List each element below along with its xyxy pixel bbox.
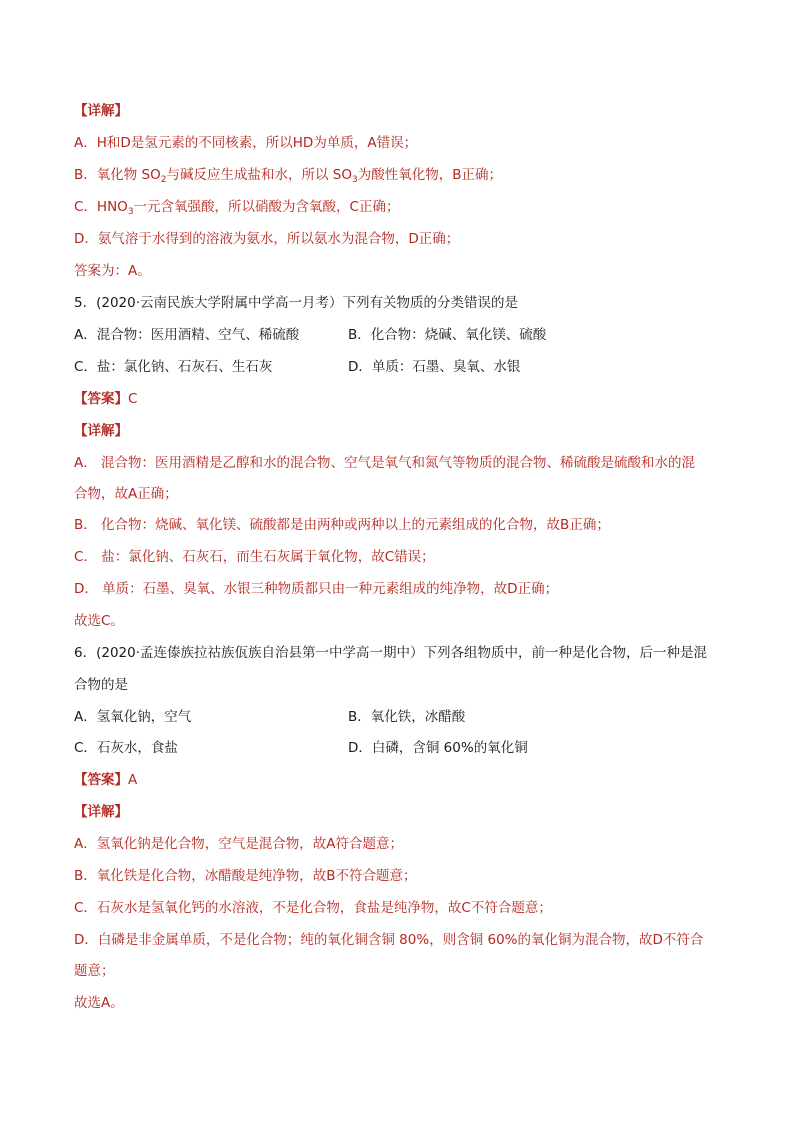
explanation-line-c: C．$HNO_3$一元含氧强酸，所以硝酸为含氧酸，C正确； — [74, 199, 400, 217]
question-6-detail-b: B．氧化铁是化合物，冰醋酸是纯净物，故B不符合题意； — [74, 868, 417, 884]
question-5-detail-a-cont: 合物，故A正确； — [74, 486, 178, 502]
question-6-detail-header: 【详解】 — [74, 804, 128, 820]
question-6-option-d: D．白磷，含铜 60%的氧化铜 — [348, 740, 528, 756]
question-5-detail-d: D． 单质：石墨、臭氧、水银三种物质都只由一种元素组成的纯净物，故D正确； — [74, 581, 559, 597]
question-6-option-c: C．石灰水，食盐 — [74, 740, 178, 756]
question-6-detail-d: D．白磷是非金属单质，不是化合物；纯的氧化铜含铜 80%，则含铜 60%的氧化铜为混合物，故D不符合 — [74, 932, 704, 948]
question-5-conclusion: 故选C。 — [74, 613, 124, 629]
explanation-line-b: B．氧化物 $SO_2$与碱反应生成盐和水，所以 $SO_3$为酸性氧化物，B正确； — [74, 167, 502, 185]
question-5-option-b: B．化合物：烧碱、氧化镁、硫酸 — [348, 327, 547, 343]
question-6-detail-a: A．氢氧化钠是化合物，空气是混合物，故A符合题意； — [74, 836, 403, 852]
question-5-detail-b: B． 化合物：烧碱、氧化镁、硫酸都是由两种或两种以上的元素组成的化合物，故B正确； — [74, 517, 610, 533]
question-5-stem: 5．(2020·云南民族大学附属中学高一月考）下列有关物质的分类错误的是 — [74, 295, 519, 311]
question-6-detail-c: C．石灰水是氢氧化钙的水溶液，不是化合物，食盐是纯净物，故C不符合题意； — [74, 900, 552, 916]
explanation-line-a: A．H和D是氢元素的不同核素，所以HD为单质，A错误； — [74, 135, 418, 151]
question-5-option-a: A．混合物：医用酒精、空气、稀硫酸 — [74, 327, 300, 343]
question-5-detail-header: 【详解】 — [74, 423, 128, 439]
explanation-line-d: D．氨气溶于水得到的溶液为氨水，所以氨水为混合物，D正确； — [74, 231, 460, 247]
question-6-conclusion: 故选A。 — [74, 995, 124, 1011]
question-6-stem-cont: 合物的是 — [74, 677, 128, 693]
question-5-detail-a: A． 混合物：医用酒精是乙醇和水的混合物、空气是氧气和氮气等物质的混合物、稀硫酸是硫酸和水的混 — [74, 455, 696, 471]
question-5-option-d: D．单质：石墨、臭氧、水银 — [348, 359, 521, 375]
question-5-detail-c: C． 盐：氯化钠、石灰石，而生石灰属于氧化物，故C错误； — [74, 549, 435, 565]
answer-line: 答案为：A。 — [74, 263, 151, 279]
question-6-answer: 【答案】A — [74, 772, 138, 788]
question-6-option-a: A．氢氧化钠，空气 — [74, 709, 192, 725]
question-6-option-b: B．氧化铁，冰醋酸 — [348, 709, 466, 725]
question-6-stem: 6．(2020·孟连傣族拉祜族佤族自治县第一中学高一期中）下列各组物质中，前一种是化合物，后一种是混 — [74, 645, 708, 661]
question-5-option-c: C．盐：氯化钠、石灰石、生石灰 — [74, 359, 273, 375]
question-6-detail-d-cont: 题意； — [74, 963, 115, 979]
detail-header: 【详解】 — [74, 103, 128, 119]
question-5-answer: 【答案】C — [74, 391, 138, 407]
